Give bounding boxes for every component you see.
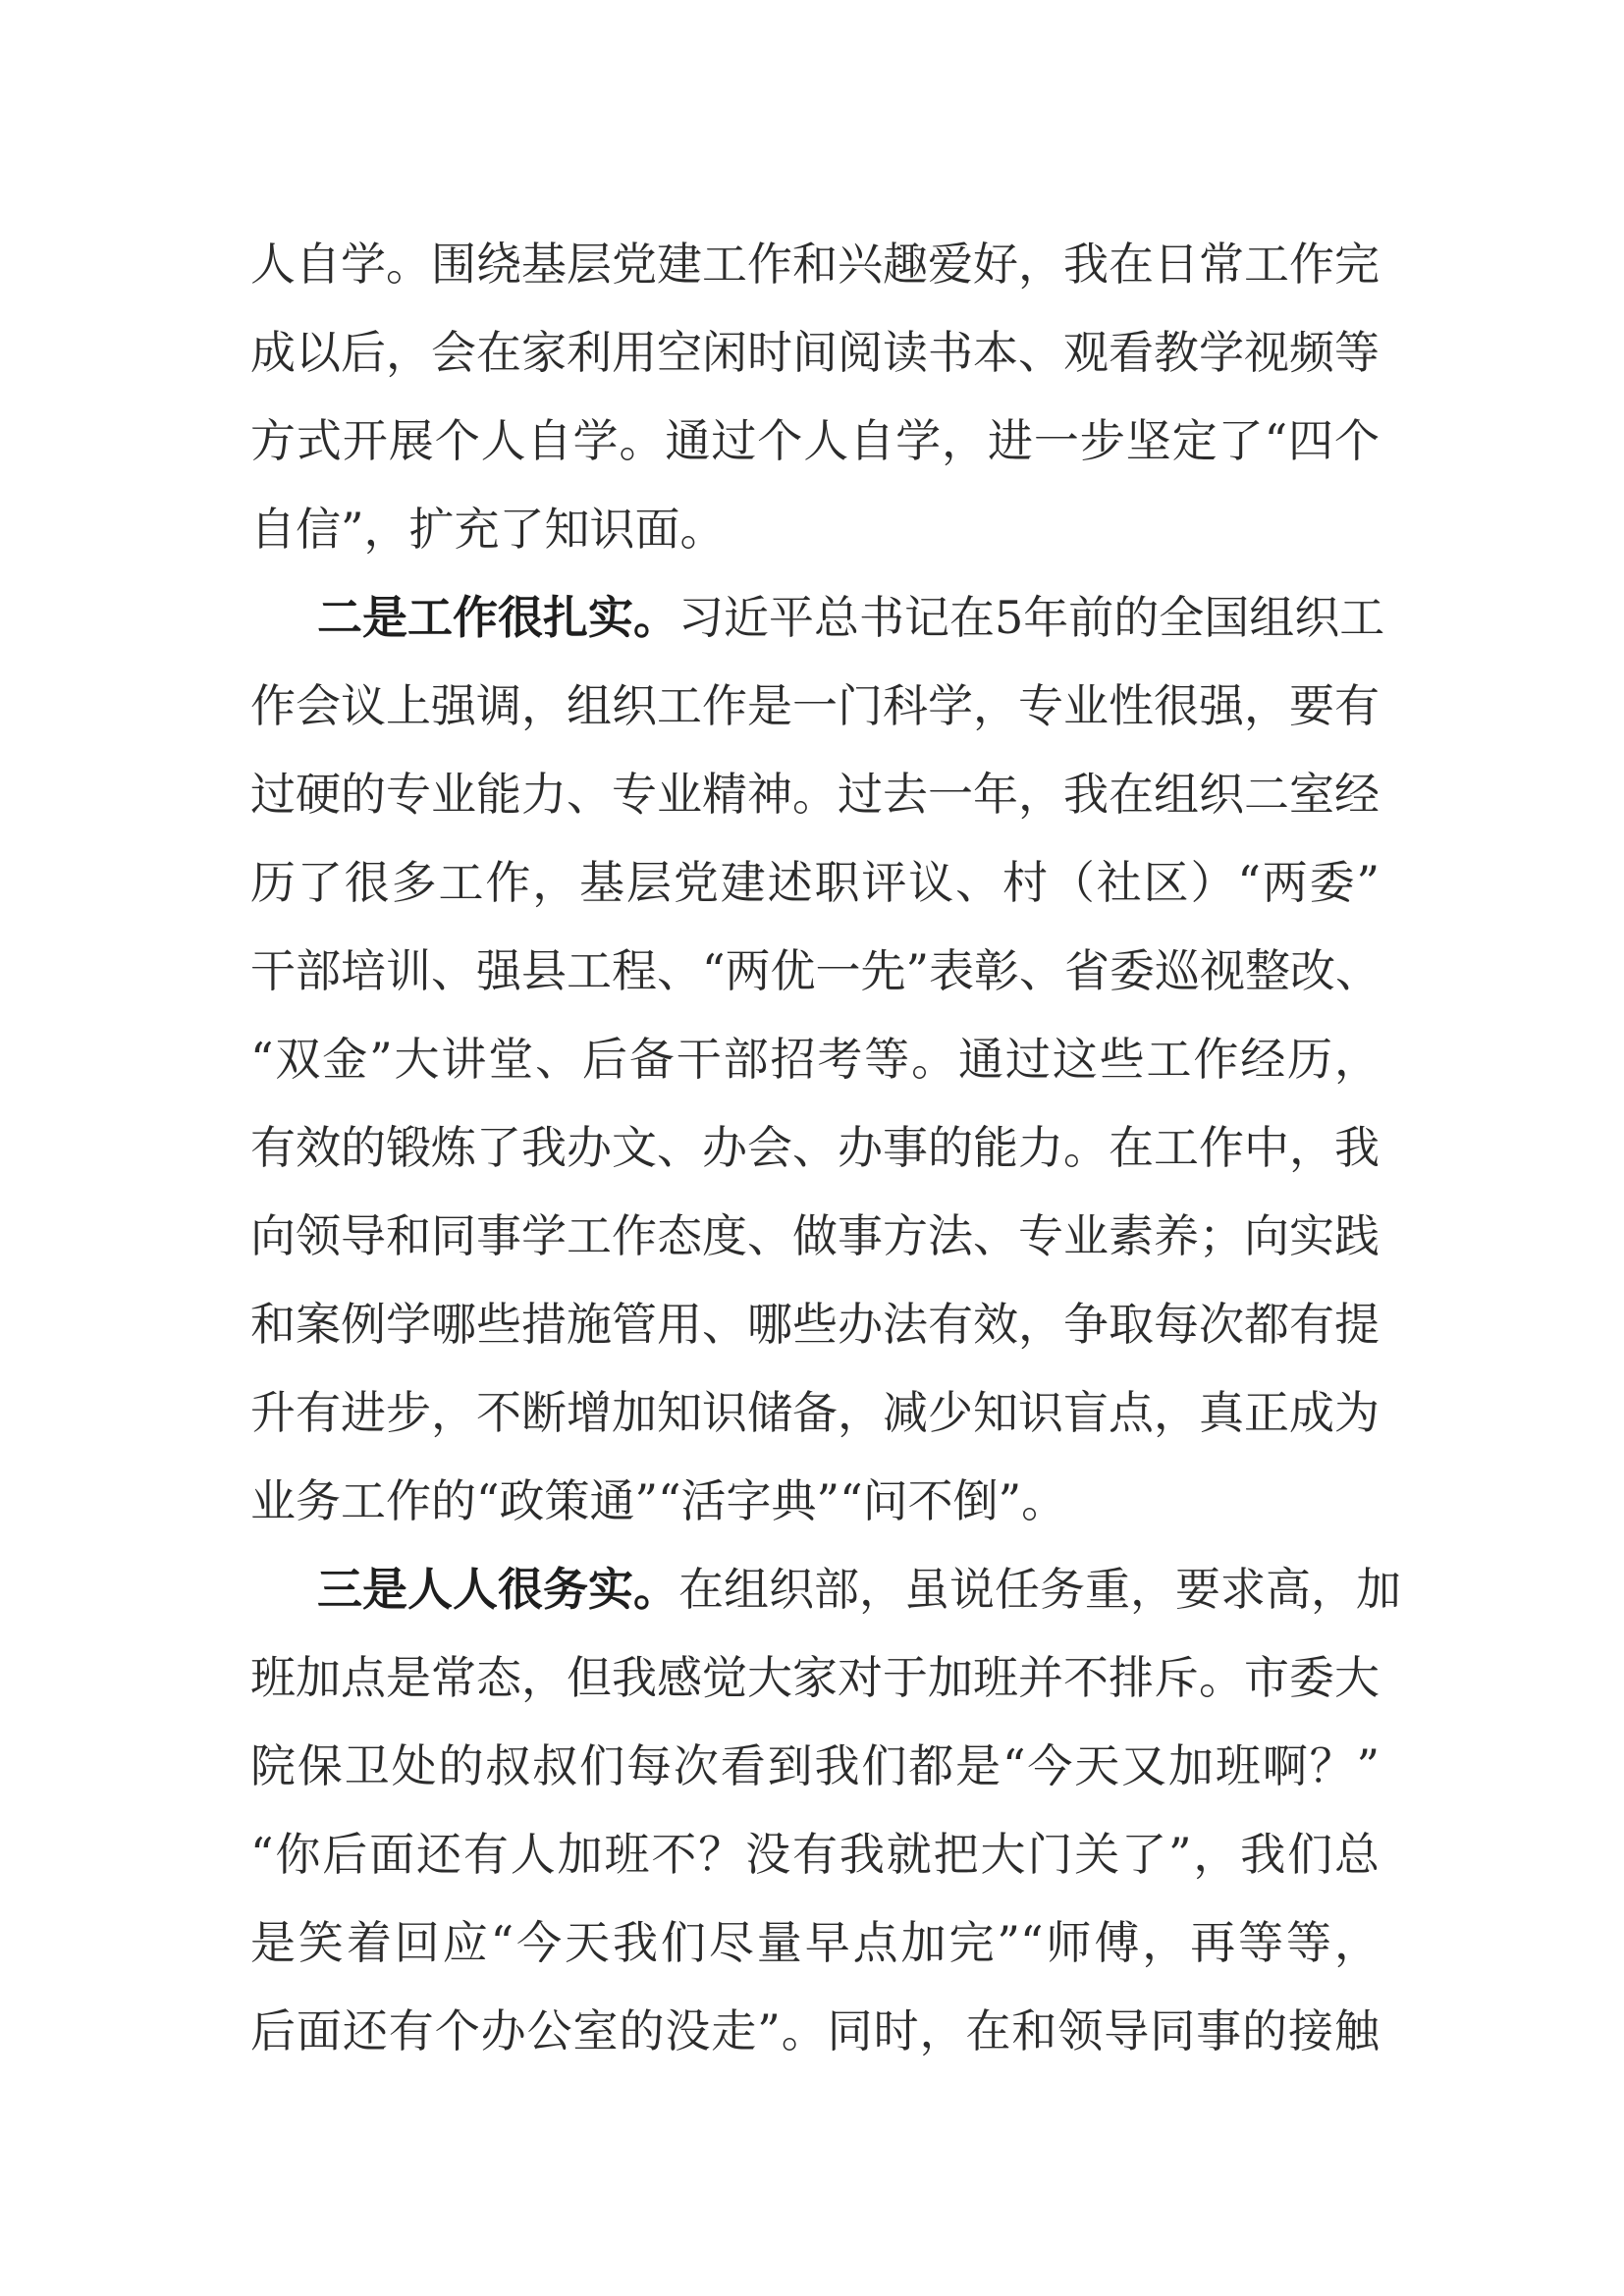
paragraph-2 (250, 573, 1385, 1545)
text-line: 历了很多工作，基层党建述职评议、村（社区）“两委” (250, 856, 1380, 909)
paragraph-lead-heading: 二是工作很扎实。 (317, 591, 678, 644)
paragraph-3 (250, 1545, 1401, 2075)
text-line: 后面还有个办公室的没走”。同时，在和领导同事的接触 (250, 2004, 1380, 2057)
text-line: 班加点是常态，但我感觉大家对于加班并不排斥。市委大 (250, 1651, 1380, 1704)
text-line: “双金”大讲堂、后备干部招考等。通过这些工作经历， (250, 1033, 1380, 1086)
text-run: 习近平总书记在5年前的全国组织工 (678, 591, 1385, 644)
text-line (250, 573, 1385, 662)
text-line: 成以后，会在家利用空闲时间阅读书本、观看教学视频等 (250, 326, 1380, 379)
text-line: 是笑着回应“今天我们尽量早点加完”“师傅，再等等， (250, 1916, 1380, 1969)
text-line: 过硬的专业能力、专业精神。过去一年，我在组织二室经 (250, 768, 1380, 821)
document-body (250, 220, 1401, 2075)
text-line: 作会议上强调，组织工作是一门科学，专业性很强，要有 (250, 679, 1380, 732)
text-line (250, 1545, 1401, 1633)
text-line: 干部培训、强县工程、“两优一先”表彰、省委巡视整改、 (250, 944, 1381, 997)
text-run: 在组织部，虽说任务重，要求高，加 (678, 1563, 1401, 1616)
text-line: 业务工作的“政策通”“活字典”“问不倒”。 (250, 1474, 1067, 1527)
text-line: 和案例学哪些措施管用、哪些办法有效，争取每次都有提 (250, 1298, 1380, 1351)
text-line: 升有进步，不断增加知识储备，减少知识盲点，真正成为 (250, 1386, 1380, 1439)
text-line: 人自学。围绕基层党建工作和兴趣爱好，我在日常工作完 (250, 238, 1380, 291)
text-line: “你后面还有人加班不？没有我就把大门关了”，我们总 (250, 1828, 1380, 1881)
text-line: 方式开展个人自学。通过个人自学，进一步坚定了“四个 (250, 414, 1380, 467)
text-line: 向领导和同事学工作态度、做事方法、专业素养；向实践 (250, 1209, 1380, 1262)
paragraph-lead-heading: 三是人人很务实。 (317, 1563, 678, 1616)
text-line: 自信”，扩充了知识面。 (250, 503, 726, 556)
text-line: 院保卫处的叔叔们每次看到我们都是“今天又加班啊？” (250, 1739, 1380, 1792)
text-line: 有效的锻炼了我办文、办会、办事的能力。在工作中，我 (250, 1121, 1380, 1174)
paragraph-1 (250, 220, 1380, 573)
